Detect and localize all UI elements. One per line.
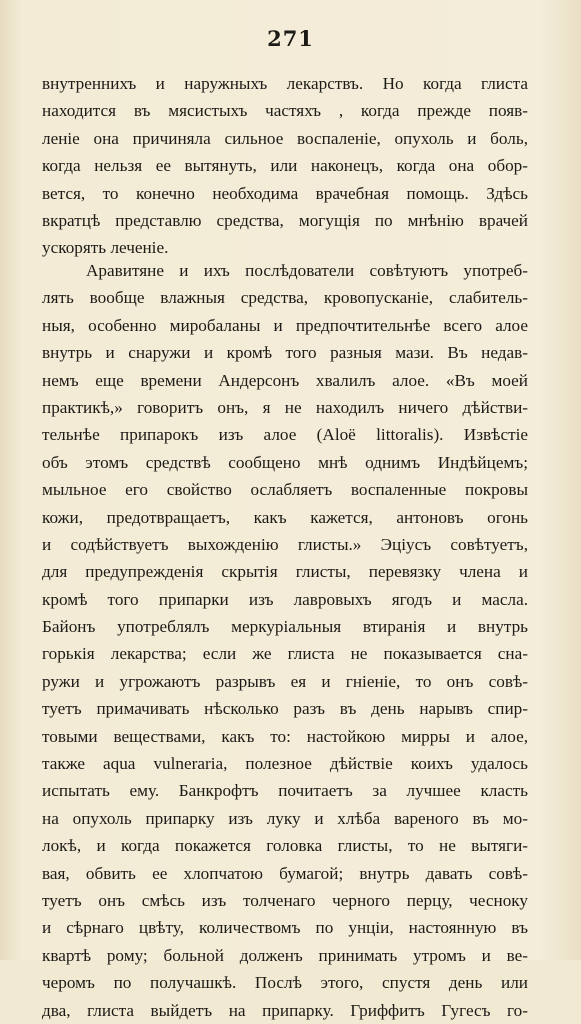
text-line: локѣ, и когда покажется головка глисты, то не вытяги- (42, 836, 528, 856)
text-line: вется, то конечно необходима врачебная помощь. Здѣсь (42, 183, 528, 203)
text-line: ружи и угрожаютъ разрывъ ея и гніеніе, то онъ совѣ- (42, 671, 528, 691)
text-line: внутреннихъ и наружныхъ лекарствъ. Но когда глиста (42, 74, 528, 93)
text-line: ныя, особенно миробаланы и предпочтительнѣе всего алое (42, 315, 528, 335)
text-line: туетъ примачивать нѣсколько разъ въ день нарывъ спир- (42, 699, 528, 719)
text-line: вкратцѣ представлю средства, могущія по мнѣнію врачей (42, 210, 528, 230)
text-line: мыльное его свойство ослабляетъ воспаленные покровы (42, 480, 528, 500)
text-line: два, глиста выйдетъ на припарку. Гриффитъ Гугесъ го- (42, 1000, 528, 1020)
text-line: квартѣ рому; больной долженъ принимать утромъ и ве- (42, 945, 528, 965)
text-line: лять вообще влажныя средства, кровопусканіе, слабитель- (42, 288, 528, 308)
text-line: кромѣ того припарки изъ лавровыхъ ягодъ и масла. (42, 589, 528, 609)
text-line: ускорять леченіе. (42, 238, 169, 258)
text-line: и сѣрнаго цвѣту, количествомъ по унціи, настоянную въ (42, 918, 528, 938)
text-line: горькія лекарства; если же глиста не показывается сна- (42, 644, 528, 664)
text-line: тельнѣе припарокъ изъ алое (Aloë littoralis). Извѣстіе (42, 425, 528, 445)
text-line: Байонъ употреблялъ меркуріальныя втиранія и внутрь (42, 617, 528, 637)
text-line: практикѣ,» говоритъ онъ, я не находилъ ничего дѣйстви- (42, 397, 528, 417)
text-line: на опухоль припарку изъ луку и хлѣба вареного въ мо- (42, 808, 528, 828)
text-line: испытать ему. Банкрофтъ почитаетъ за лучшее класть (42, 781, 528, 801)
text-line: черомъ по получашкѣ. Послѣ этого, спустя день или (42, 973, 528, 993)
paragraph-1 (42, 70, 528, 262)
text-line: кожи, предотвращаетъ, какъ кажется, антоновъ огонь (42, 507, 528, 527)
text-line: внутрь и снаружи и кромѣ того разныя мази. Въ недав- (42, 343, 528, 363)
text-line: находится въ мясистыхъ частяхъ , когда прежде появ- (42, 101, 528, 121)
text-line: леніе она причиняла сильное воспаленіе, опухоль и боль, (42, 128, 528, 148)
text-line: и содѣйствуетъ выхожденію глисты.» Эціусъ совѣтуетъ, (42, 534, 528, 554)
text-line: когда нельзя ее вытянуть, или наконецъ, когда она обор- (42, 156, 528, 176)
page-number: 271 (267, 26, 314, 51)
text-line: туетъ онъ смѣсь изъ толченаго черного перцу, чесноку (42, 890, 528, 910)
paragraph-2 (42, 257, 528, 1024)
text-line: товыми веществами, какъ то: настойкою мирры и алое, (42, 726, 528, 746)
text-line: вая, обвить ее хлопчатою бумагой; внутрь давать совѣ- (42, 863, 528, 883)
text-line: Аравитяне и ихъ послѣдователи совѣтуютъ употреб- (86, 261, 528, 280)
text-line: объ этомъ средствѣ сообщено мнѣ однимъ Индѣйцемъ; (42, 452, 528, 472)
text-line: также aqua vulneraria, полезное дѣйствіе коихъ удалось (42, 754, 528, 774)
text-line: для предупрежденія скрытія глисты, перевязку члена и (42, 562, 528, 582)
text-line: немъ еще времени Андерсонъ хвалилъ алое. «Въ моей (42, 370, 528, 390)
